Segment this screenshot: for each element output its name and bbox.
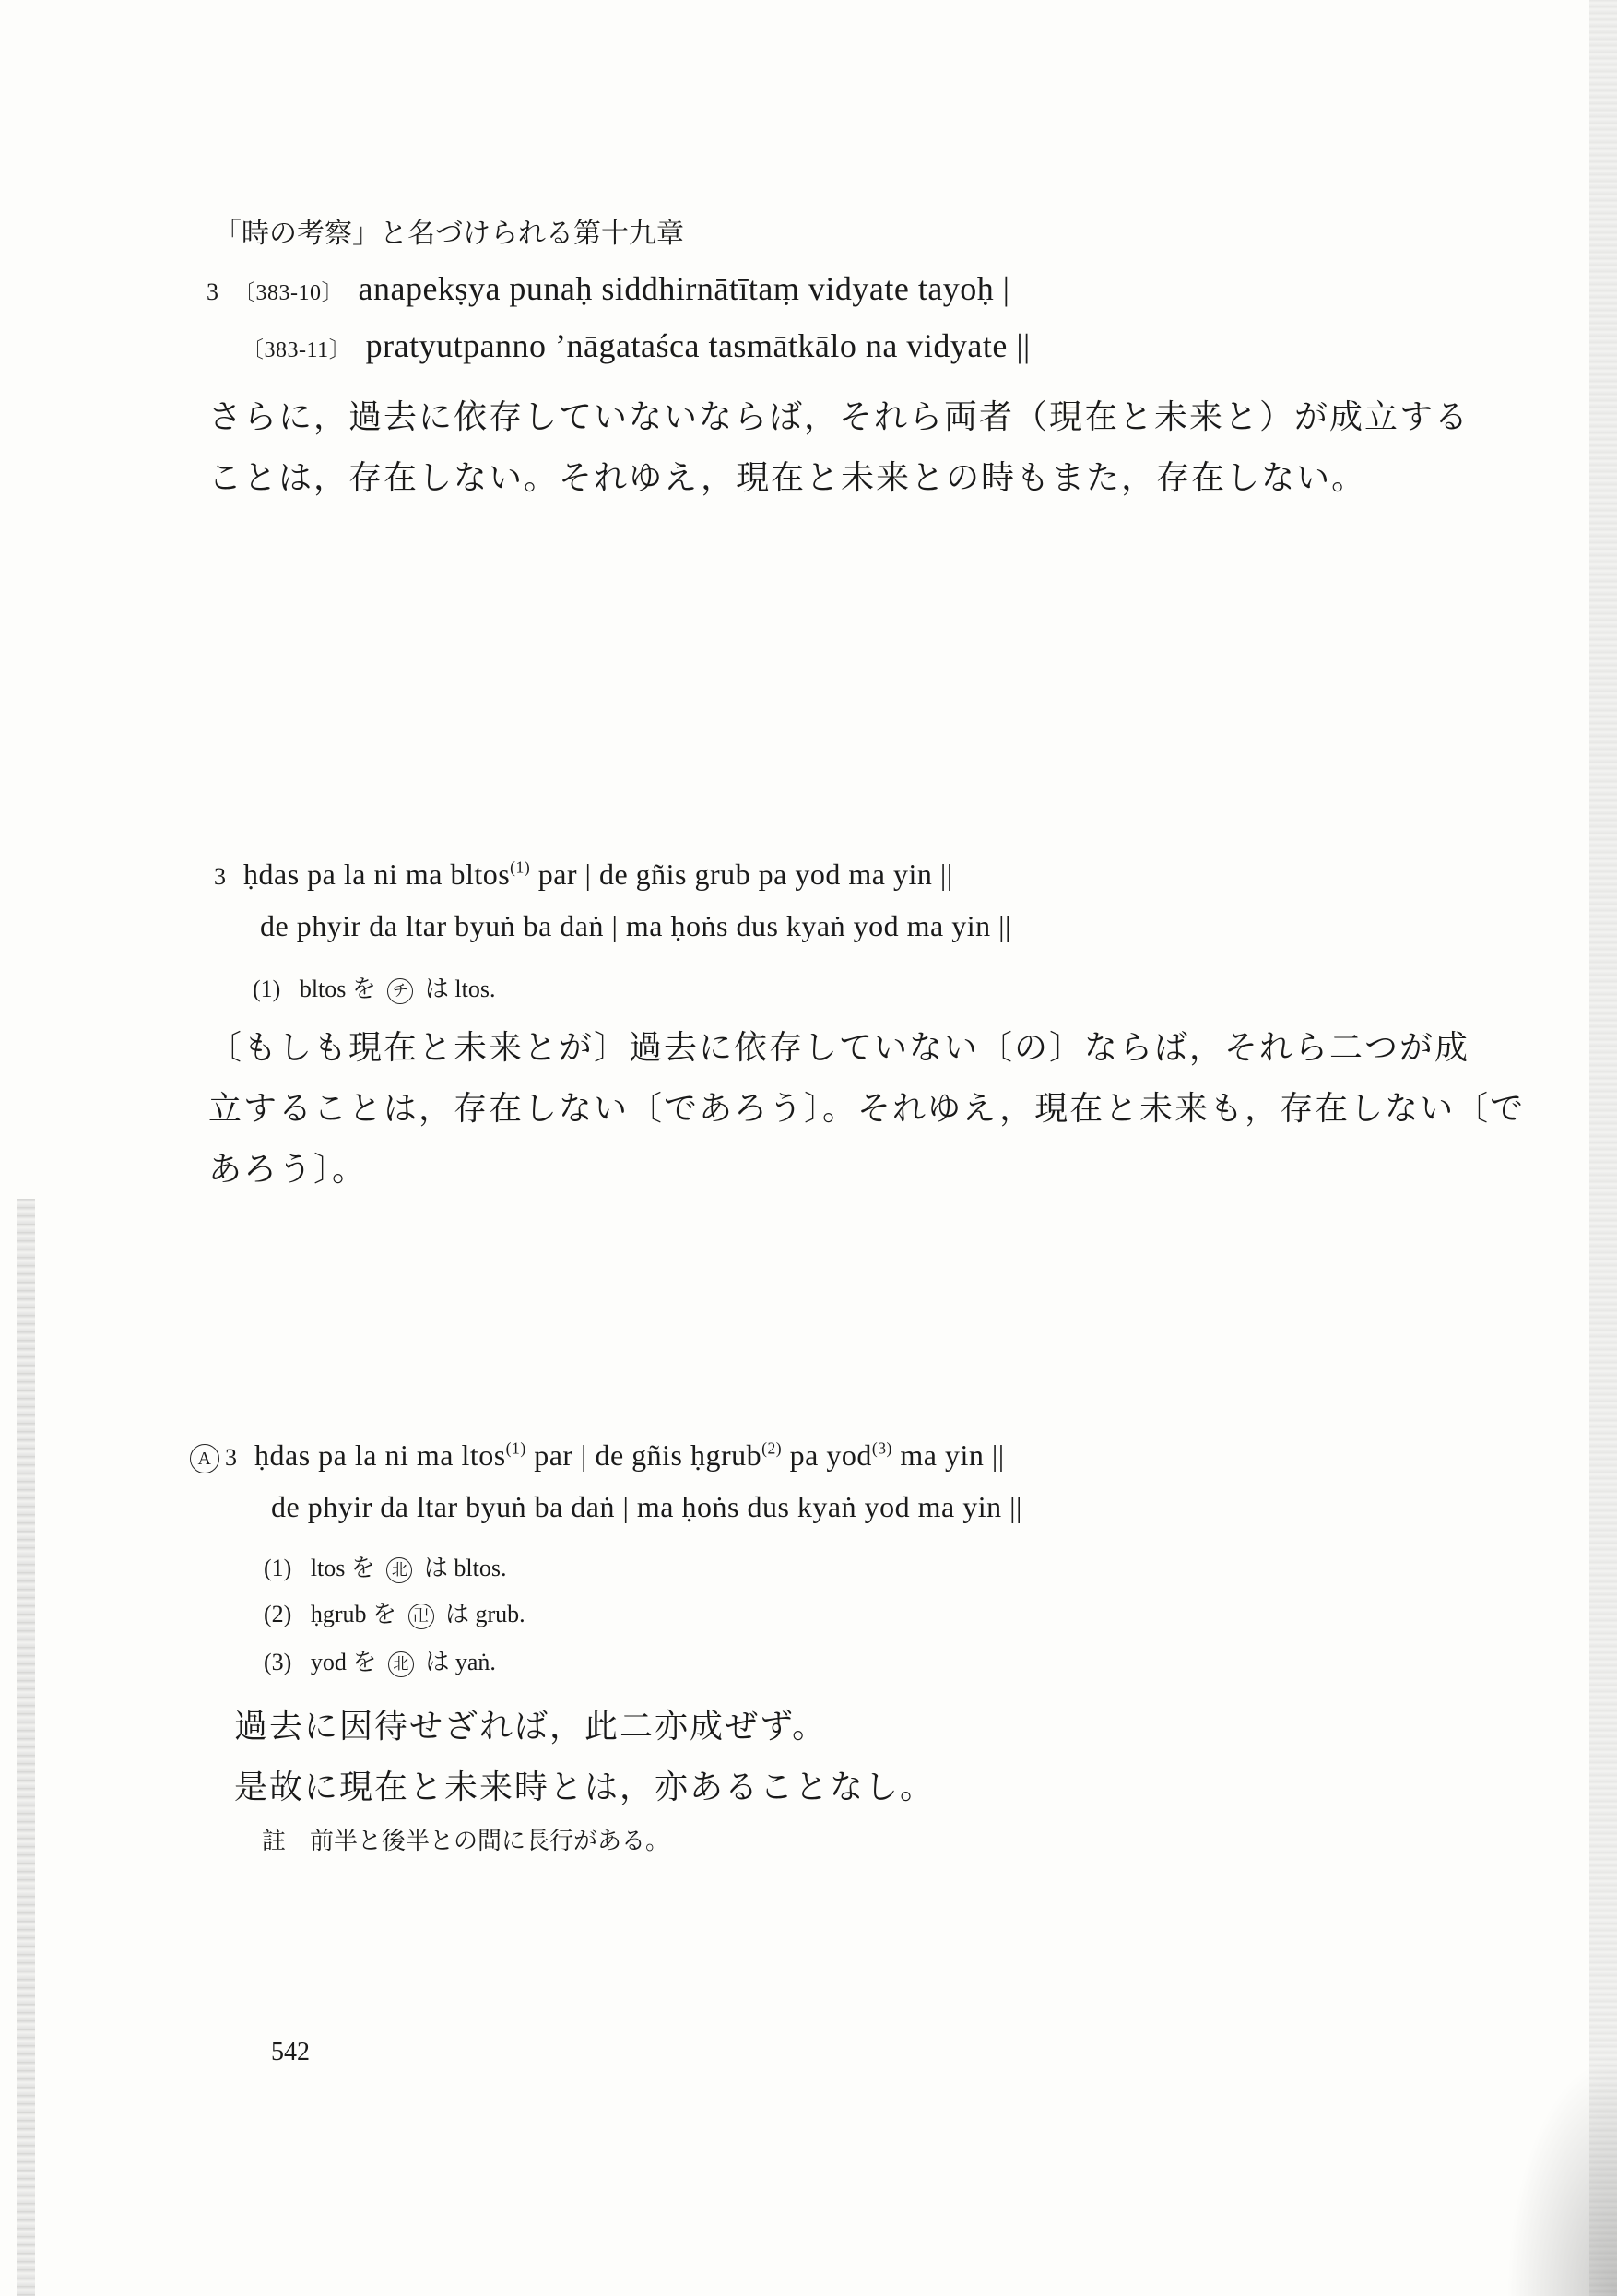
- note-number: (3): [264, 1649, 292, 1675]
- note-text: は ltos.: [424, 976, 496, 1002]
- edition-marker: A: [190, 1444, 219, 1473]
- note-text: yod を: [310, 1649, 377, 1675]
- variant-note-1: [264, 1549, 506, 1583]
- variant-verse-line-2: de phyir da ltar byuṅ ba daṅ | ma ḥoṅs dus kyaṅ yod ma yin ||: [271, 1490, 1022, 1523]
- edition-siglum: 卍: [408, 1604, 434, 1629]
- verse-number: 3: [207, 278, 219, 305]
- note-text: は bltos.: [423, 1555, 507, 1581]
- note-number: (1): [253, 976, 281, 1002]
- footnote: 註 前半と後半との間に長行がある。: [262, 1828, 670, 1855]
- sanskrit-verse-line-2: [242, 326, 1031, 365]
- chapter-header: 「時の考察」と名づけられる第十九章: [214, 218, 684, 250]
- verse-ref: 〔383-11〕: [242, 338, 352, 362]
- scan-shadow-corner: [1506, 2056, 1617, 2296]
- tibetan-verse-line-1: [214, 858, 953, 892]
- verse-text: anapekṣya punaḥ siddhirnātītaṃ vidyate tayoḥ |: [358, 270, 1010, 307]
- edition-siglum: 北: [386, 1557, 412, 1583]
- edition-siglum: チ: [387, 978, 413, 1004]
- verse-text: par | de gñis ḥgrub: [525, 1438, 762, 1472]
- note-text: は grub.: [445, 1601, 525, 1627]
- verse-text: pratyutpanno ’nāgataśca tasmātkālo na vidyate ||: [365, 327, 1031, 364]
- tibetan-translation-line-1: 〔もしも現在と未来とが〕過去に依存していない〔の〕ならば，それら二つが成: [208, 1029, 1470, 1067]
- verse-text: pa yod: [782, 1438, 872, 1472]
- tibetan-translation-line-3: あろう〕。: [208, 1151, 368, 1189]
- footnote-mark: (3): [871, 1438, 892, 1458]
- scan-edge-left: [17, 1199, 35, 2296]
- verse-text: ḥdas pa la ni ma ltos: [254, 1438, 506, 1472]
- verse-text: par | de gñis grub pa yod ma yin ||: [530, 858, 953, 891]
- note-text: ḥgrub を: [310, 1601, 396, 1627]
- variant-verse-line-1: [190, 1438, 1005, 1473]
- note-text: bltos を: [299, 976, 376, 1002]
- tibetan-note-1: [253, 970, 495, 1004]
- note-text: は yaṅ.: [425, 1649, 496, 1675]
- edition-siglum: 北: [388, 1651, 414, 1677]
- kanbun-line-1: 過去に因待せざれば，此二亦成ぜず。: [234, 1708, 828, 1746]
- scan-edge-right: [1589, 0, 1617, 2296]
- variant-note-2: [264, 1595, 525, 1629]
- tibetan-translation-line-2: 立することは，存在しない〔であろう〕。それゆえ，現在と未来も，存在しない〔で: [208, 1090, 1526, 1128]
- note-number: (2): [264, 1601, 292, 1627]
- note-number: (1): [264, 1555, 292, 1581]
- verse-number: 3: [214, 863, 227, 890]
- tibetan-verse-line-2: de phyir da ltar byuṅ ba daṅ | ma ḥoṅs dus kyaṅ yod ma yin ||: [260, 909, 1011, 942]
- variant-note-3: [264, 1643, 496, 1677]
- verse-text: ḥdas pa la ni ma bltos: [243, 858, 511, 891]
- sanskrit-translation-line-1: さらに，過去に依存していないならば，それら両者（現在と未来と）が成立する: [208, 398, 1470, 436]
- page-number: 542: [271, 2038, 310, 2066]
- verse-text: ma yin ||: [891, 1438, 1005, 1472]
- verse-ref: 〔383-10〕: [233, 281, 344, 305]
- note-text: ltos を: [310, 1555, 375, 1581]
- sanskrit-translation-line-2: ことは，存在しない。それゆえ，現在と未来との時もまた，存在しない。: [208, 459, 1367, 497]
- verse-number: 3: [225, 1444, 238, 1471]
- footnote-mark: (1): [510, 858, 531, 877]
- kanbun-line-2: 是故に現在と未来時とは，亦あることなし。: [234, 1769, 936, 1806]
- footnote-mark: (2): [761, 1438, 783, 1458]
- sanskrit-verse-line-1: [207, 269, 1010, 308]
- footnote-mark: (1): [505, 1438, 526, 1458]
